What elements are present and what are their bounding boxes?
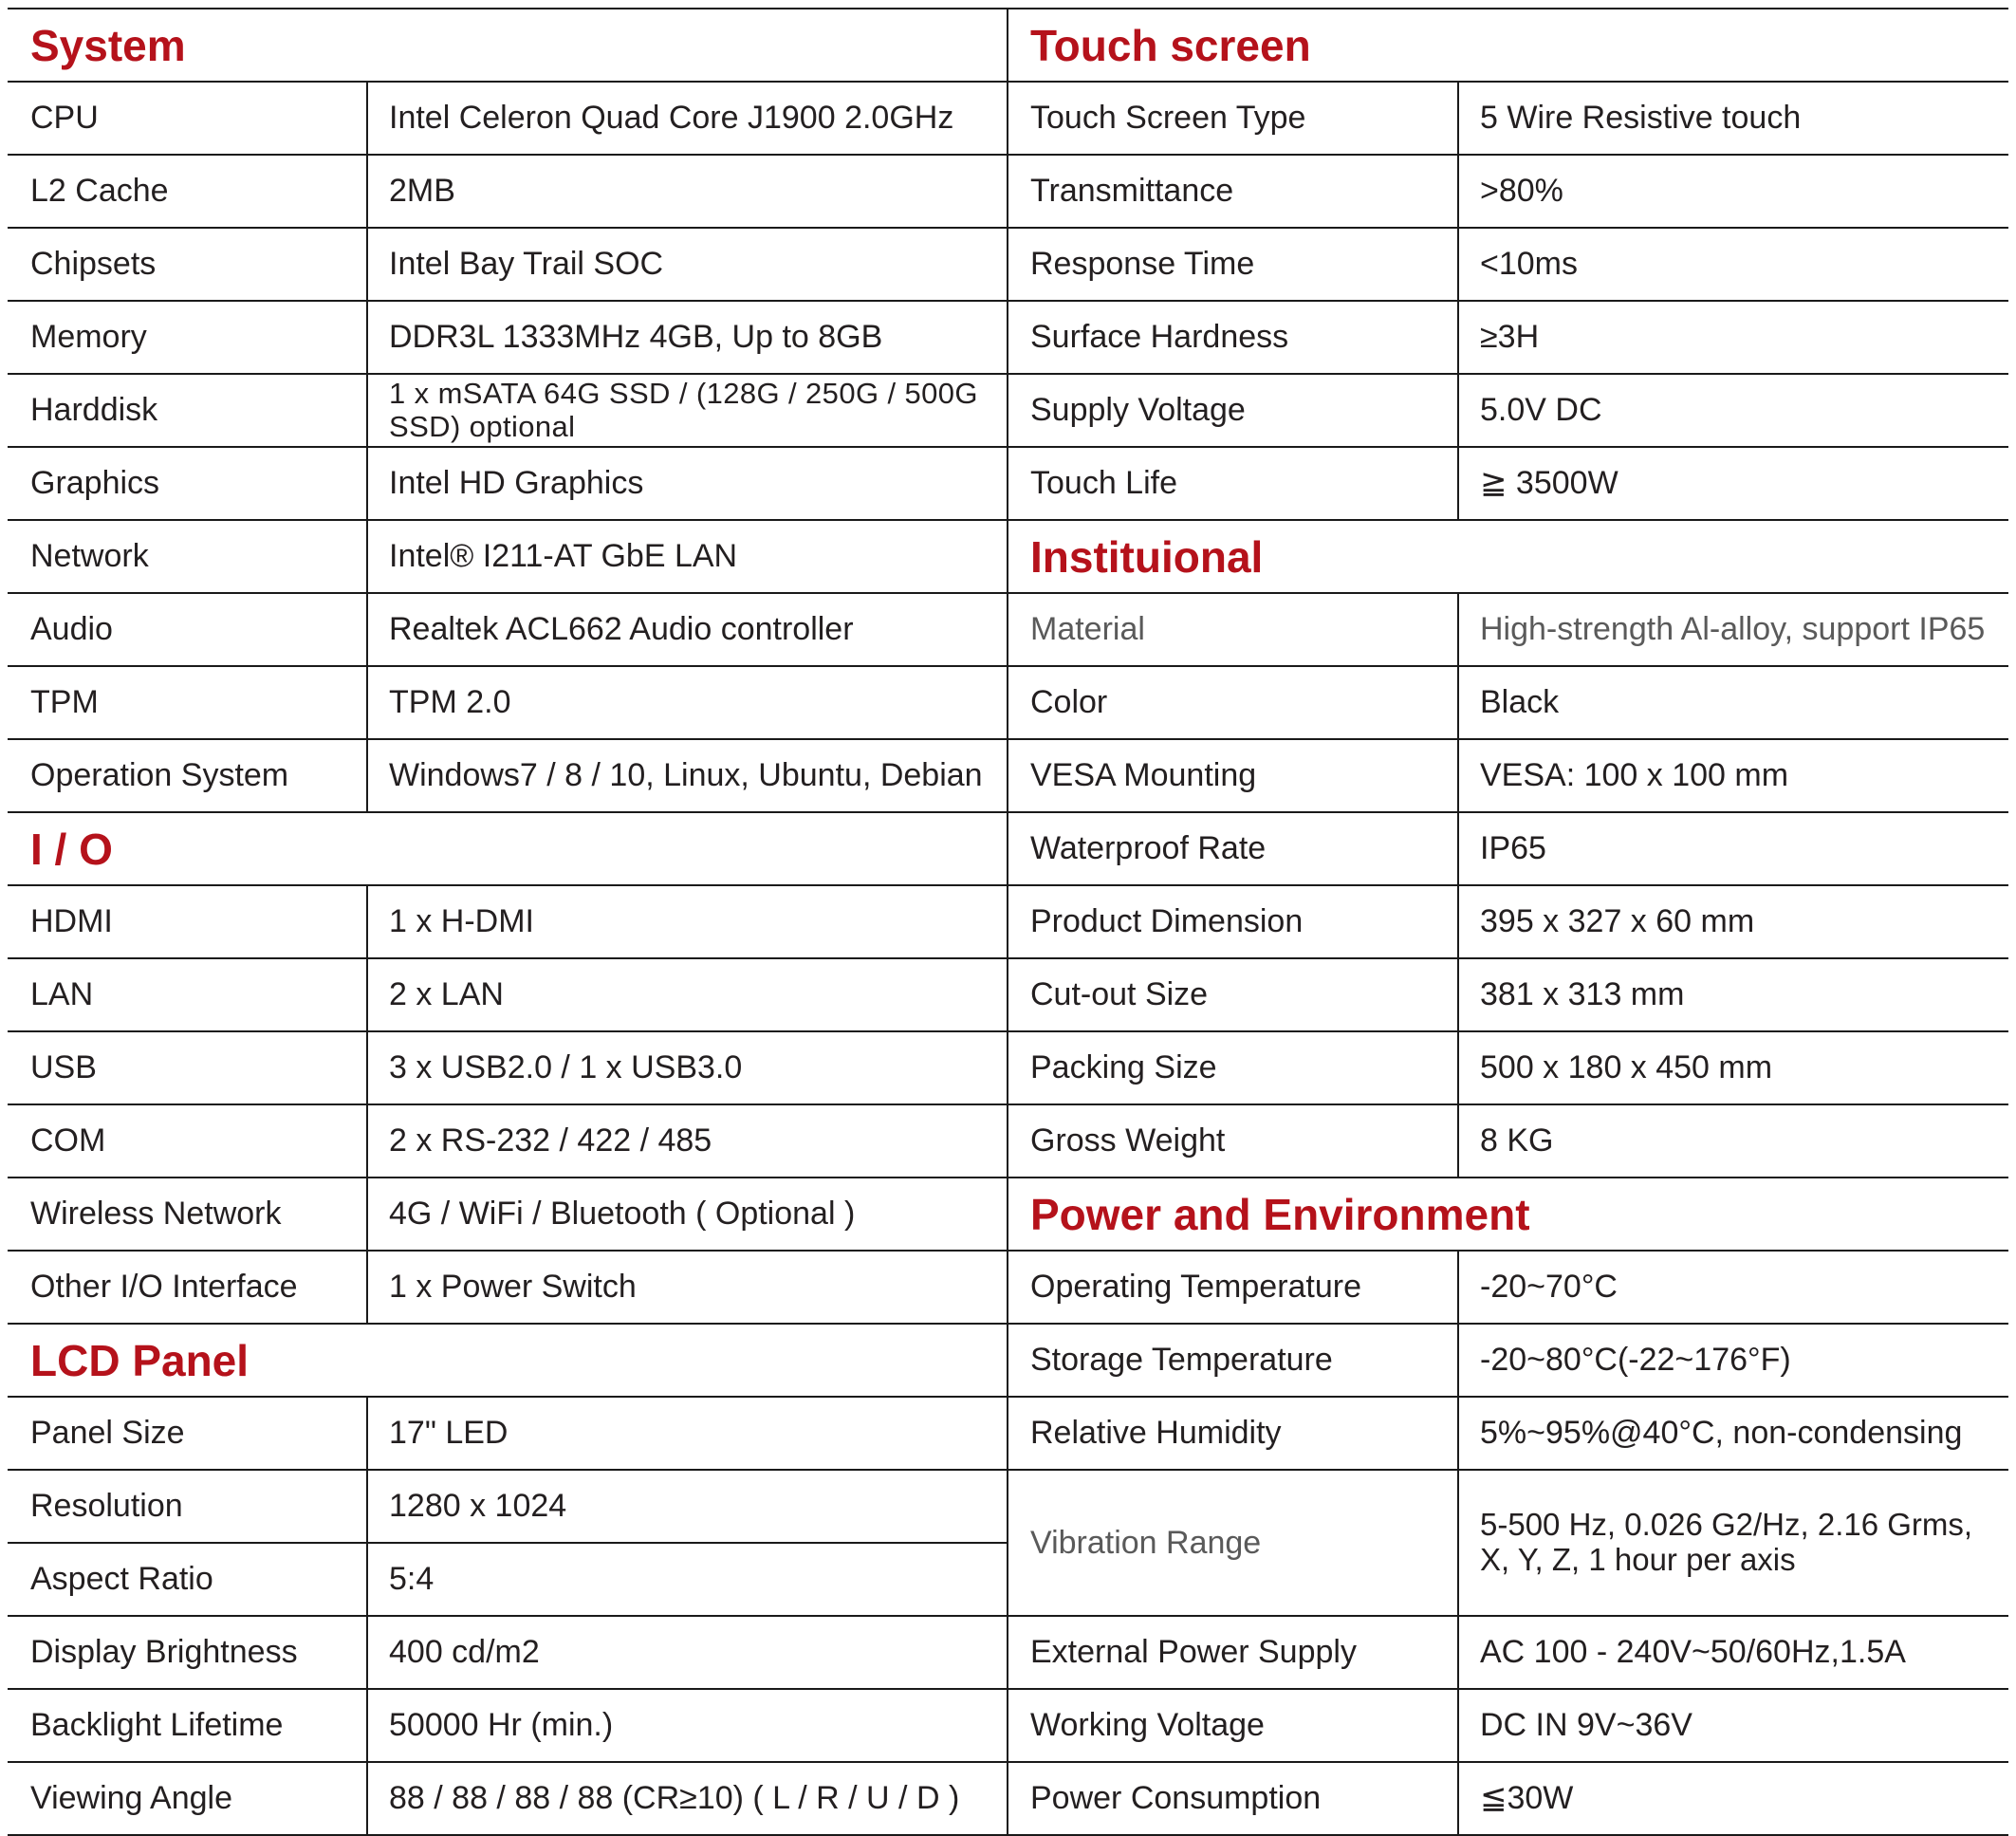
spec-value: >80% bbox=[1457, 156, 2008, 227]
spec-value: High-strength Al-alloy, support IP65 bbox=[1457, 594, 2008, 665]
spec-row-harddisk bbox=[8, 373, 1008, 446]
spec-row-tpm bbox=[8, 665, 1008, 738]
spec-label: Waterproof Rate bbox=[1030, 830, 1267, 867]
section-title-lcd: LCD Panel bbox=[30, 1335, 250, 1385]
spec-value: 50000 Hr (min.) bbox=[366, 1690, 1008, 1761]
spec-row-vibration-range bbox=[1008, 1469, 2008, 1615]
spec-value: -20~80°C(-22~176°F) bbox=[1457, 1325, 2008, 1396]
spec-row-com bbox=[8, 1103, 1008, 1177]
spec-value: 5:4 bbox=[366, 1544, 1008, 1615]
spec-value: 17" LED bbox=[366, 1398, 1008, 1469]
spec-label: External Power Supply bbox=[1030, 1634, 1357, 1671]
spec-label: HDMI bbox=[30, 903, 113, 940]
spec-label: Chipsets bbox=[30, 246, 157, 283]
spec-value: TPM 2.0 bbox=[366, 667, 1008, 738]
spec-value: Intel Celeron Quad Core J1900 2.0GHz bbox=[366, 83, 1008, 154]
spec-label: Resolution bbox=[30, 1488, 183, 1525]
spec-label: Relative Humidity bbox=[1030, 1415, 1282, 1452]
spec-row-waterproof-rate bbox=[1008, 811, 2008, 884]
spec-label: Network bbox=[30, 538, 149, 575]
spec-label: Graphics bbox=[30, 465, 160, 502]
spec-value: 8 KG bbox=[1457, 1105, 2008, 1177]
spec-label: Touch Life bbox=[1030, 465, 1177, 502]
section-header-lcd bbox=[8, 1323, 1008, 1396]
spec-label: Audio bbox=[30, 611, 113, 648]
spec-row-display-brightness bbox=[8, 1615, 1008, 1688]
spec-row-touch-life bbox=[1008, 446, 2008, 519]
spec-value: 5%~95%@40°C, non-condensing bbox=[1457, 1398, 2008, 1469]
spec-label: Viewing Angle bbox=[30, 1780, 232, 1817]
spec-label: USB bbox=[30, 1049, 97, 1086]
spec-label: Display Brightness bbox=[30, 1634, 298, 1671]
spec-label: Packing Size bbox=[1030, 1049, 1217, 1086]
spec-label: Color bbox=[1030, 684, 1108, 721]
spec-label: Touch Screen Type bbox=[1030, 100, 1306, 137]
spec-label: Supply Voltage bbox=[1030, 392, 1246, 429]
column-divider bbox=[1007, 8, 1008, 1834]
spec-row-external-power-supply bbox=[1008, 1615, 2008, 1688]
spec-row-backlight-lifetime bbox=[8, 1688, 1008, 1761]
section-title-touch-screen: Touch screen bbox=[1030, 20, 1311, 70]
spec-value: 2MB bbox=[366, 156, 1008, 227]
spec-label: Power Consumption bbox=[1030, 1780, 1322, 1817]
spec-label: Cut-out Size bbox=[1030, 976, 1209, 1013]
spec-value: DC IN 9V~36V bbox=[1457, 1690, 2008, 1761]
spec-value: Intel HD Graphics bbox=[366, 448, 1008, 519]
spec-row-wireless-network bbox=[8, 1177, 1008, 1250]
spec-label: TPM bbox=[30, 684, 99, 721]
spec-label: Storage Temperature bbox=[1030, 1342, 1333, 1379]
spec-value: VESA: 100 x 100 mm bbox=[1457, 740, 2008, 811]
spec-label: CPU bbox=[30, 100, 99, 137]
spec-label: LAN bbox=[30, 976, 94, 1013]
spec-value: 4G / WiFi / Bluetooth ( Optional ) bbox=[366, 1178, 1008, 1250]
spec-row-operation-system bbox=[8, 738, 1008, 811]
spec-row-chipsets bbox=[8, 227, 1008, 300]
spec-row-product-dimension bbox=[1008, 884, 2008, 957]
spec-value: 88 / 88 / 88 / 88 (CR≥10) ( L / R / U / D ) bbox=[366, 1763, 1008, 1834]
section-title-power-environment: Power and Environment bbox=[1030, 1189, 1530, 1239]
spec-value: 2 x RS-232 / 422 / 485 bbox=[366, 1105, 1008, 1177]
section-title-instituional: Instituional bbox=[1030, 531, 1264, 582]
spec-row-viewing-angle bbox=[8, 1761, 1008, 1836]
spec-row-aspect-ratio bbox=[8, 1542, 1008, 1615]
spec-value: Black bbox=[1457, 667, 2008, 738]
spec-row-touch-screen-type bbox=[1008, 81, 2008, 154]
spec-row-cut-out-size bbox=[1008, 957, 2008, 1030]
spec-row-other-io bbox=[8, 1250, 1008, 1323]
spec-label: Operating Temperature bbox=[1030, 1269, 1362, 1306]
spec-row-resolution bbox=[8, 1469, 1008, 1542]
spec-value: IP65 bbox=[1457, 813, 2008, 884]
spec-value: 381 x 313 mm bbox=[1457, 959, 2008, 1030]
section-title-system: System bbox=[30, 20, 186, 70]
spec-label: Panel Size bbox=[30, 1415, 185, 1452]
spec-label: Harddisk bbox=[30, 392, 158, 429]
spec-value: ≧ 3500W bbox=[1457, 448, 2008, 519]
spec-value: Intel Bay Trail SOC bbox=[366, 229, 1008, 300]
spec-row-color bbox=[1008, 665, 2008, 738]
spec-value: 1 x mSATA 64G SSD / (128G / 250G / 500G SSD) optional bbox=[366, 375, 1008, 446]
spec-label: Response Time bbox=[1030, 246, 1255, 283]
spec-value: 1 x H-DMI bbox=[366, 886, 1008, 957]
spec-value: 3 x USB2.0 / 1 x USB3.0 bbox=[366, 1032, 1008, 1103]
spec-row-lan bbox=[8, 957, 1008, 1030]
spec-value: 400 cd/m2 bbox=[366, 1617, 1008, 1688]
spec-value: 2 x LAN bbox=[366, 959, 1008, 1030]
spec-label: Product Dimension bbox=[1030, 903, 1304, 940]
spec-value: DDR3L 1333MHz 4GB, Up to 8GB bbox=[366, 302, 1008, 373]
spec-value: 5 Wire Resistive touch bbox=[1457, 83, 2008, 154]
spec-label: Operation System bbox=[30, 757, 289, 794]
spec-label: COM bbox=[30, 1122, 106, 1159]
left-spec-column bbox=[8, 8, 1008, 1836]
spec-label: Material bbox=[1030, 611, 1145, 648]
spec-row-storage-temperature bbox=[1008, 1323, 2008, 1396]
spec-row-power-consumption bbox=[1008, 1761, 2008, 1836]
spec-label: Working Voltage bbox=[1030, 1707, 1265, 1744]
spec-value: 395 x 327 x 60 mm bbox=[1457, 886, 2008, 957]
spec-label: Surface Hardness bbox=[1030, 319, 1289, 356]
spec-row-material bbox=[1008, 592, 2008, 665]
spec-row-vesa-mounting bbox=[1008, 738, 2008, 811]
spec-value: AC 100 - 240V~50/60Hz,1.5A bbox=[1457, 1617, 2008, 1688]
spec-value: 5-500 Hz, 0.026 G2/Hz, 2.16 Grms, X, Y, Z, 1 hour per axis bbox=[1457, 1471, 2008, 1615]
spec-value: Intel® I211-AT GbE LAN bbox=[366, 521, 1008, 592]
spec-row-cpu bbox=[8, 81, 1008, 154]
spec-value: ≦30W bbox=[1457, 1763, 2008, 1834]
spec-row-audio bbox=[8, 592, 1008, 665]
spec-row-panel-size bbox=[8, 1396, 1008, 1469]
section-header-power-environment bbox=[1008, 1177, 2008, 1250]
section-header-instituional bbox=[1008, 519, 2008, 592]
spec-row-network bbox=[8, 519, 1008, 592]
spec-label: L2 Cache bbox=[30, 173, 169, 210]
spec-value: -20~70°C bbox=[1457, 1252, 2008, 1323]
section-header-touch-screen bbox=[1008, 8, 2008, 81]
spec-row-surface-hardness bbox=[1008, 300, 2008, 373]
spec-label: Backlight Lifetime bbox=[30, 1707, 284, 1744]
spec-row-graphics bbox=[8, 446, 1008, 519]
spec-row-hdmi bbox=[8, 884, 1008, 957]
spec-label: VESA Mounting bbox=[1030, 757, 1257, 794]
spec-value: 1280 x 1024 bbox=[366, 1471, 1008, 1542]
spec-label: Other I/O Interface bbox=[30, 1269, 298, 1306]
section-title-io: I / O bbox=[30, 824, 113, 874]
spec-value: ≥3H bbox=[1457, 302, 2008, 373]
spec-value: <10ms bbox=[1457, 229, 2008, 300]
spec-row-l2-cache bbox=[8, 154, 1008, 227]
right-spec-column bbox=[1008, 8, 2008, 1836]
spec-row-packing-size bbox=[1008, 1030, 2008, 1103]
spec-label: Gross Weight bbox=[1030, 1122, 1226, 1159]
spec-row-response-time bbox=[1008, 227, 2008, 300]
spec-label: Vibration Range bbox=[1030, 1524, 1262, 1561]
spec-row-memory bbox=[8, 300, 1008, 373]
section-header-system bbox=[8, 8, 1008, 81]
spec-row-supply-voltage bbox=[1008, 373, 2008, 446]
spec-row-gross-weight bbox=[1008, 1103, 2008, 1177]
spec-label: Transmittance bbox=[1030, 173, 1234, 210]
section-header-io bbox=[8, 811, 1008, 884]
spec-value: 5.0V DC bbox=[1457, 375, 2008, 446]
spec-row-transmittance bbox=[1008, 154, 2008, 227]
spec-row-operating-temperature bbox=[1008, 1250, 2008, 1323]
spec-label: Aspect Ratio bbox=[30, 1561, 213, 1598]
spec-row-working-voltage bbox=[1008, 1688, 2008, 1761]
spec-value: 500 x 180 x 450 mm bbox=[1457, 1032, 2008, 1103]
spec-row-relative-humidity bbox=[1008, 1396, 2008, 1469]
spec-value: Windows7 / 8 / 10, Linux, Ubuntu, Debian bbox=[366, 740, 1008, 811]
spec-label: Wireless Network bbox=[30, 1196, 282, 1233]
spec-label: Memory bbox=[30, 319, 147, 356]
spec-value: Realtek ACL662 Audio controller bbox=[366, 594, 1008, 665]
spec-row-usb bbox=[8, 1030, 1008, 1103]
spec-value: 1 x Power Switch bbox=[366, 1252, 1008, 1323]
